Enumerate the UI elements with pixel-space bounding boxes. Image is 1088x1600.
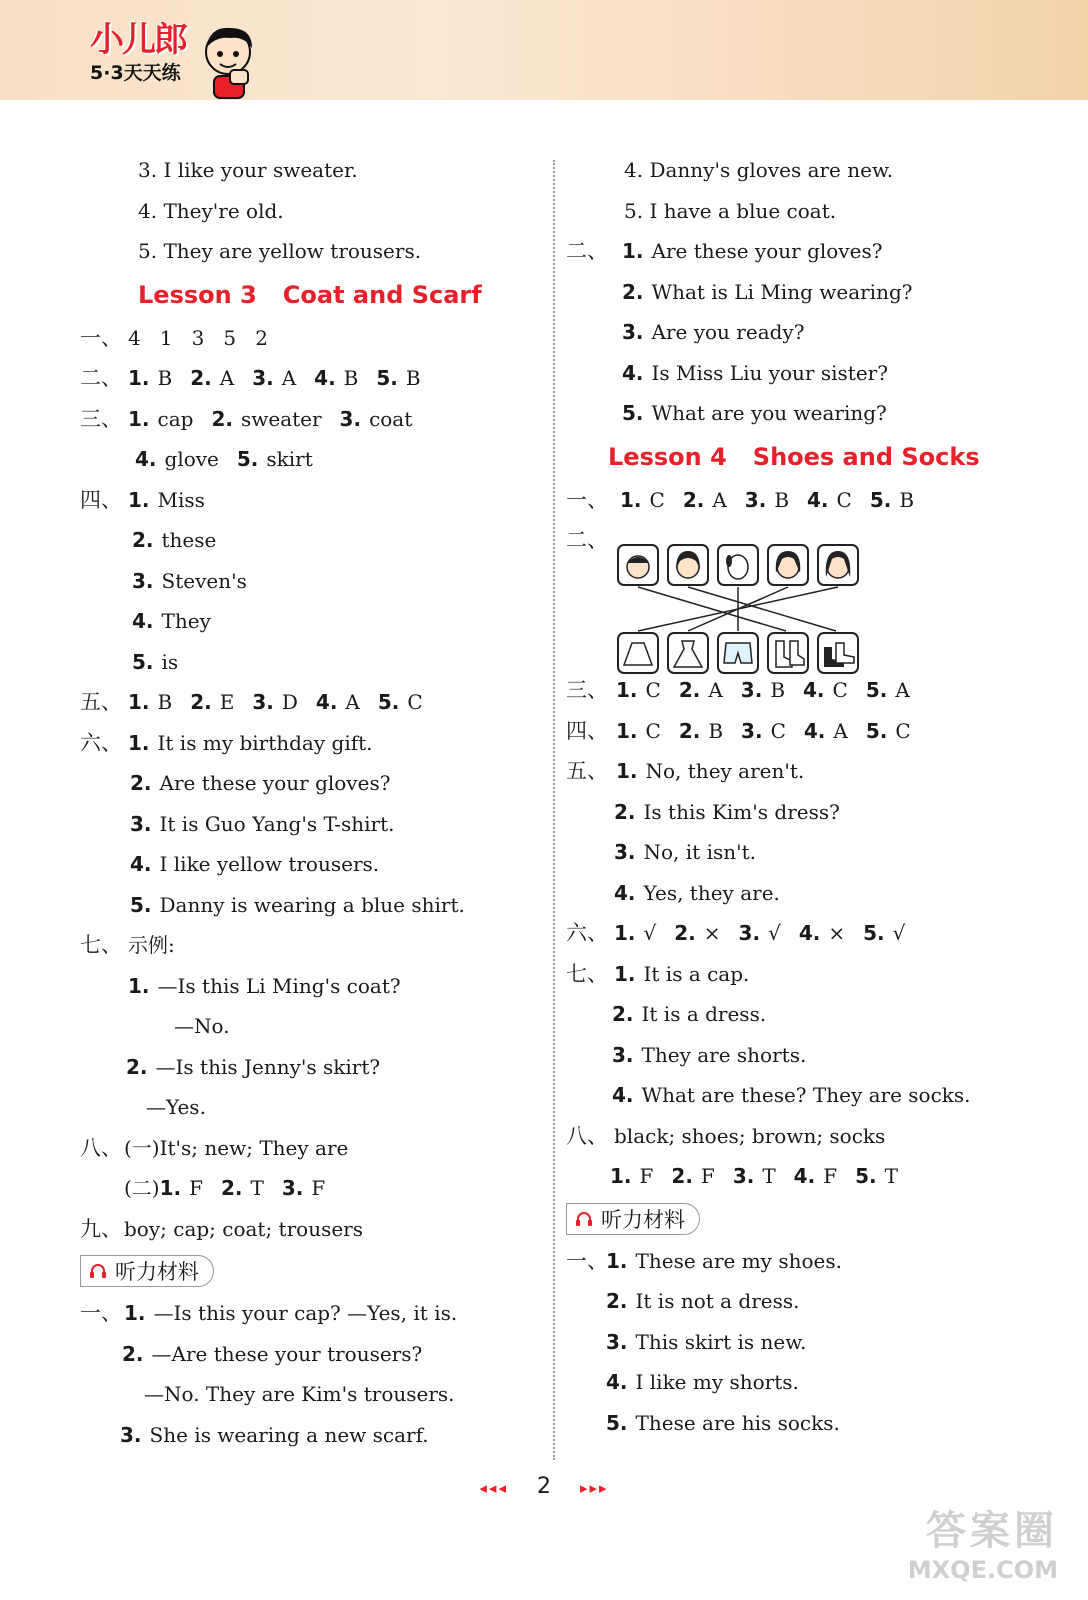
answer-text: (一)It's; new; They are [124,1135,349,1160]
answer-item: T [762,1164,776,1188]
lesson-label: Lesson 3 [138,280,257,309]
answer-item: × [828,921,846,945]
answer-item: sweater [240,406,322,431]
answer-item: √ [643,921,657,945]
answer-item: What are these? They are socks. [641,1083,971,1107]
answer-line: 3. I like your sweater. [138,158,358,182]
watermark [908,1499,1058,1584]
section-marker: 四、 [566,718,608,743]
answer-item: A [708,678,723,702]
face-girl-1-icon [668,545,708,585]
answer-item: C [645,718,661,743]
section-6-item: 5. Danny is wearing a blue shirt. [80,885,540,926]
left-column [80,150,540,1455]
section-marker: 二、 [80,366,122,390]
skirt-icon [618,633,658,673]
section-marker: 七、 [80,933,122,957]
page-footer [0,1474,1088,1499]
brand-logo: 小儿郎 [90,20,186,60]
answer-item: coat [369,406,413,431]
section-6-item: 2. Are these your gloves? [80,763,540,804]
l4-section-6: 六、 1. √ 2. × 3. √ 4. × 5. √ [566,913,1006,954]
dialogue-line: —Yes. [146,1095,206,1119]
answer-item: A [895,678,910,702]
answer-item: They [161,609,211,633]
section-1 [80,318,540,359]
section-marker: 六、 [80,730,122,755]
answer-item: D [281,690,298,714]
answer-item: is [161,649,179,674]
face-boy-1-icon [618,545,658,585]
answer-item: It is a dress. [641,1002,767,1026]
l4-section-7-item: 4. What are these? They are socks. [566,1075,1006,1116]
headphones-icon [89,1262,107,1280]
right-arrows-icon: ▸▸▸ [580,1479,609,1497]
mascot-boy-icon [200,24,258,100]
l4-section-3: 三、 1. C 2. A 3. B 4. C 5. A [566,670,1006,711]
l4-section-5-item: 3. No, it isn't. [566,832,1006,873]
answer-item: √ [892,921,906,945]
answer-item: F [639,1164,654,1188]
answer-item: Is Miss Liu your sister? [651,360,888,385]
answer-item: C [645,678,661,702]
section-4-item: 4. They [80,601,540,642]
answer-item: A [219,366,235,390]
l4-section-7-item: 3. They are shorts. [566,1035,1006,1076]
answer-line: 5. They are yellow trousers. [138,239,422,263]
lesson-heading [80,272,540,318]
section-4-item: 2. these [80,520,540,561]
section-4-item: 5. is [80,642,540,683]
section-marker: 一、 [566,487,608,512]
section-marker: 二、 [566,239,608,263]
l4-section-8 [566,1116,1006,1157]
answer-item: × [703,921,721,945]
answer-item: It is Guo Yang's T-shirt. [159,811,395,836]
answer-item: What are you wearing? [651,401,887,425]
answer-item: Danny is wearing a blue shirt. [159,892,465,917]
section-7-item [80,1006,540,1047]
listening-1-item: 2. It is not a dress. [566,1281,1006,1322]
listening-label: 听力材料 [601,1207,685,1232]
answer-item: B [899,487,915,512]
answer-item: B [157,366,173,390]
answer-item: C [895,718,911,743]
section-marker: 一、 [566,1248,608,1273]
answer-item: F [311,1176,326,1200]
l4-section-5: 五、 1. No, they aren't. [566,751,1006,792]
section-9 [80,1209,540,1250]
section-4-item: 3. Steven's [80,561,540,602]
lesson-title: Coat and Scarf [282,280,482,309]
watermark-logo: 答案圈 [926,1508,1058,1554]
section-2-item: 3. Are you ready? [566,312,1006,353]
answer-item: F [700,1164,715,1188]
page-number: 2 [537,1474,551,1499]
answer-item: C [407,690,423,714]
section-2-item: 2. What is Li Ming wearing? [566,272,1006,313]
column-divider [553,160,555,1460]
answer-text: 4 1 3 5 2 [128,325,268,350]
answer-item: B [774,487,790,512]
answer-item: These are his socks. [635,1410,840,1435]
dialogue-line: —Is this Li Ming's coat? [157,973,401,998]
left-arrows-icon: ◂◂◂ [479,1479,508,1497]
lesson-title: Shoes and Socks [752,442,980,471]
answer-item: F [823,1164,838,1188]
section-2-item: 5. What are you wearing? [566,393,1006,434]
section-7-item: 2. —Is this Jenny's skirt? [80,1047,540,1088]
listening-tag [80,1255,214,1287]
section-5: 五、 1. B 2. E 3. D 4. A 5. C [80,682,540,723]
answer-item: C [770,718,786,743]
answer-text: black; shoes; brown; socks [614,1123,886,1148]
face-girl-2-icon [768,545,808,585]
answer-item: It is my birthday gift. [157,730,373,755]
answer-line: 4. Danny's gloves are new. [624,158,894,182]
matching-figure [616,543,864,675]
section-3-cont: 4. glove 5. skirt [80,439,540,480]
answer-item: Yes, they are. [643,880,780,905]
answer-item: C [832,678,848,702]
lesson-heading [566,434,1006,480]
answer-item: These are my shoes. [635,1248,842,1273]
dialogue-line: —No. [174,1014,230,1038]
l4-section-7-item: 2. It is a dress. [566,994,1006,1035]
section-7-item: 1. —Is this Li Ming's coat? [80,966,540,1007]
answer-item: B [343,366,359,390]
answer-item: A [281,366,297,390]
answer-item: C [649,487,665,512]
right-column [566,150,1006,1443]
answer-item: C [836,487,852,512]
section-3: 三、 1. cap 2. sweater 3. coat [80,399,540,440]
section-2: 二、 1. Are these your gloves? [566,231,1006,272]
answer-item: No, they aren't. [645,759,805,783]
answer-item: B [157,690,173,714]
section-2: 二、 1. B 2. A 3. A 4. B 5. B [80,358,540,399]
answer-item: B [708,718,724,743]
listening-1-item [80,1374,540,1415]
shorts-icon [718,633,758,673]
answer-item: Is this Kim's dress? [643,799,840,824]
example-label: 示例: [128,933,175,957]
section-marker: 三、 [80,406,122,431]
section-6-item: 4. I like yellow trousers. [80,844,540,885]
answer-item: √ [768,921,781,945]
answer-text: boy; cap; coat; trousers [124,1216,364,1241]
face-dog-icon [718,545,758,585]
answer-item: Are these your gloves? [651,239,883,263]
section-2-item: 4. Is Miss Liu your sister? [566,353,1006,394]
section-marker: 七、 [566,961,608,986]
section-marker: 二、 [566,528,608,552]
section-8-part2: (二) 1. F 2. T 3. F [80,1168,540,1209]
listening-1-item: 4. I like my shorts. [566,1362,1006,1403]
section-marker: 八、 [566,1123,608,1148]
part-label: (二) [124,1176,160,1200]
answer-item: A [712,487,727,512]
dialogue-line: —Is this your cap? —Yes, it is. [153,1301,458,1325]
answer-item: T [884,1164,898,1188]
listening-1-item: 3. She is wearing a new scarf. [80,1415,540,1456]
answer-line: 5. I have a blue coat. [624,198,837,223]
listening-1: 一、 1. —Is this your cap? —Yes, it is. [80,1293,540,1334]
l4-section-1: 一、 1. C 2. A 3. B 4. C 5. B [566,480,1006,521]
answer-item: I like yellow trousers. [159,852,380,876]
listening-1-item: 2. —Are these your trousers? [80,1334,540,1375]
section-marker: 四、 [80,487,122,512]
section-8 [80,1128,540,1169]
brand [90,22,186,84]
answer-line: 4. They're old. [138,198,284,223]
listening-1-item: 5. These are his socks. [566,1403,1006,1444]
l4-section-5-item: 2. Is this Kim's dress? [566,792,1006,833]
listening-label: 听力材料 [115,1260,199,1284]
listening-tag [566,1203,700,1235]
answer-item: What is Li Ming wearing? [651,279,913,304]
dress-icon [668,633,708,673]
answer-item: T [250,1176,264,1200]
section-marker: 五、 [566,759,608,783]
answer-item: No, it isn't. [643,840,756,864]
face-girl-3-icon [818,545,858,585]
dialogue-line: —Are these your trousers? [151,1341,423,1366]
answer-item: glove [164,447,219,471]
answer-item: F [189,1176,204,1200]
lesson-label: Lesson 4 [608,442,727,471]
section-marker: 六、 [566,921,608,945]
answer-item: E [219,690,235,714]
section-marker: 三、 [566,678,608,702]
answer-item: B [405,366,421,390]
answer-item: Miss [157,487,205,512]
answer-item: This skirt is new. [635,1329,807,1354]
answer-item: Steven's [161,568,247,593]
section-6: 六、 1. It is my birthday gift. [80,723,540,764]
answer-item: B [770,678,786,702]
answer-item: Are these your gloves? [159,771,391,795]
l4-section-5-item: 4. Yes, they are. [566,873,1006,914]
section-marker: 八、 [80,1135,122,1160]
section-marker: 五、 [80,690,122,714]
dialogue-line: —No. They are Kim's trousers. [144,1382,455,1406]
section-marker: 一、 [80,325,122,350]
section-6-item: 3. It is Guo Yang's T-shirt. [80,804,540,845]
section-4: 四、 1. Miss [80,480,540,521]
answer-item: They are shorts. [641,1042,807,1067]
listening-1-item: 3. This skirt is new. [566,1322,1006,1363]
dialogue-line: She is wearing a new scarf. [149,1422,429,1447]
answer-item: these [161,528,217,552]
section-7-item [80,1087,540,1128]
answer-item: I like my shorts. [635,1370,799,1394]
answer-item: A [833,718,848,743]
dialogue-line: —Is this Jenny's skirt? [155,1054,381,1079]
listening-1: 一、 1. These are my shoes. [566,1241,1006,1282]
series-name: 5·3天天练 [90,62,181,84]
section-marker: 一、 [80,1301,122,1325]
answer-item: Are you ready? [651,320,805,344]
shoes-icon [818,633,858,673]
section-marker: 九、 [80,1216,122,1241]
socks-icon [768,633,808,673]
l4-section-8-items: 1. F 2. F 3. T 4. F 5. T [566,1156,1006,1197]
answer-item: cap [157,406,194,431]
l4-section-7: 七、 1. It is a cap. [566,954,1006,995]
answer-item: skirt [266,447,313,471]
answer-item: It is a cap. [643,961,750,986]
headphones-icon [575,1210,593,1228]
answer-item: A [345,690,360,714]
answer-item: It is not a dress. [635,1289,800,1313]
l4-section-4: 四、 1. C 2. B 3. C 4. A 5. C [566,711,1006,752]
section-7 [80,925,540,966]
watermark-url: MXQE.COM [907,1556,1058,1584]
